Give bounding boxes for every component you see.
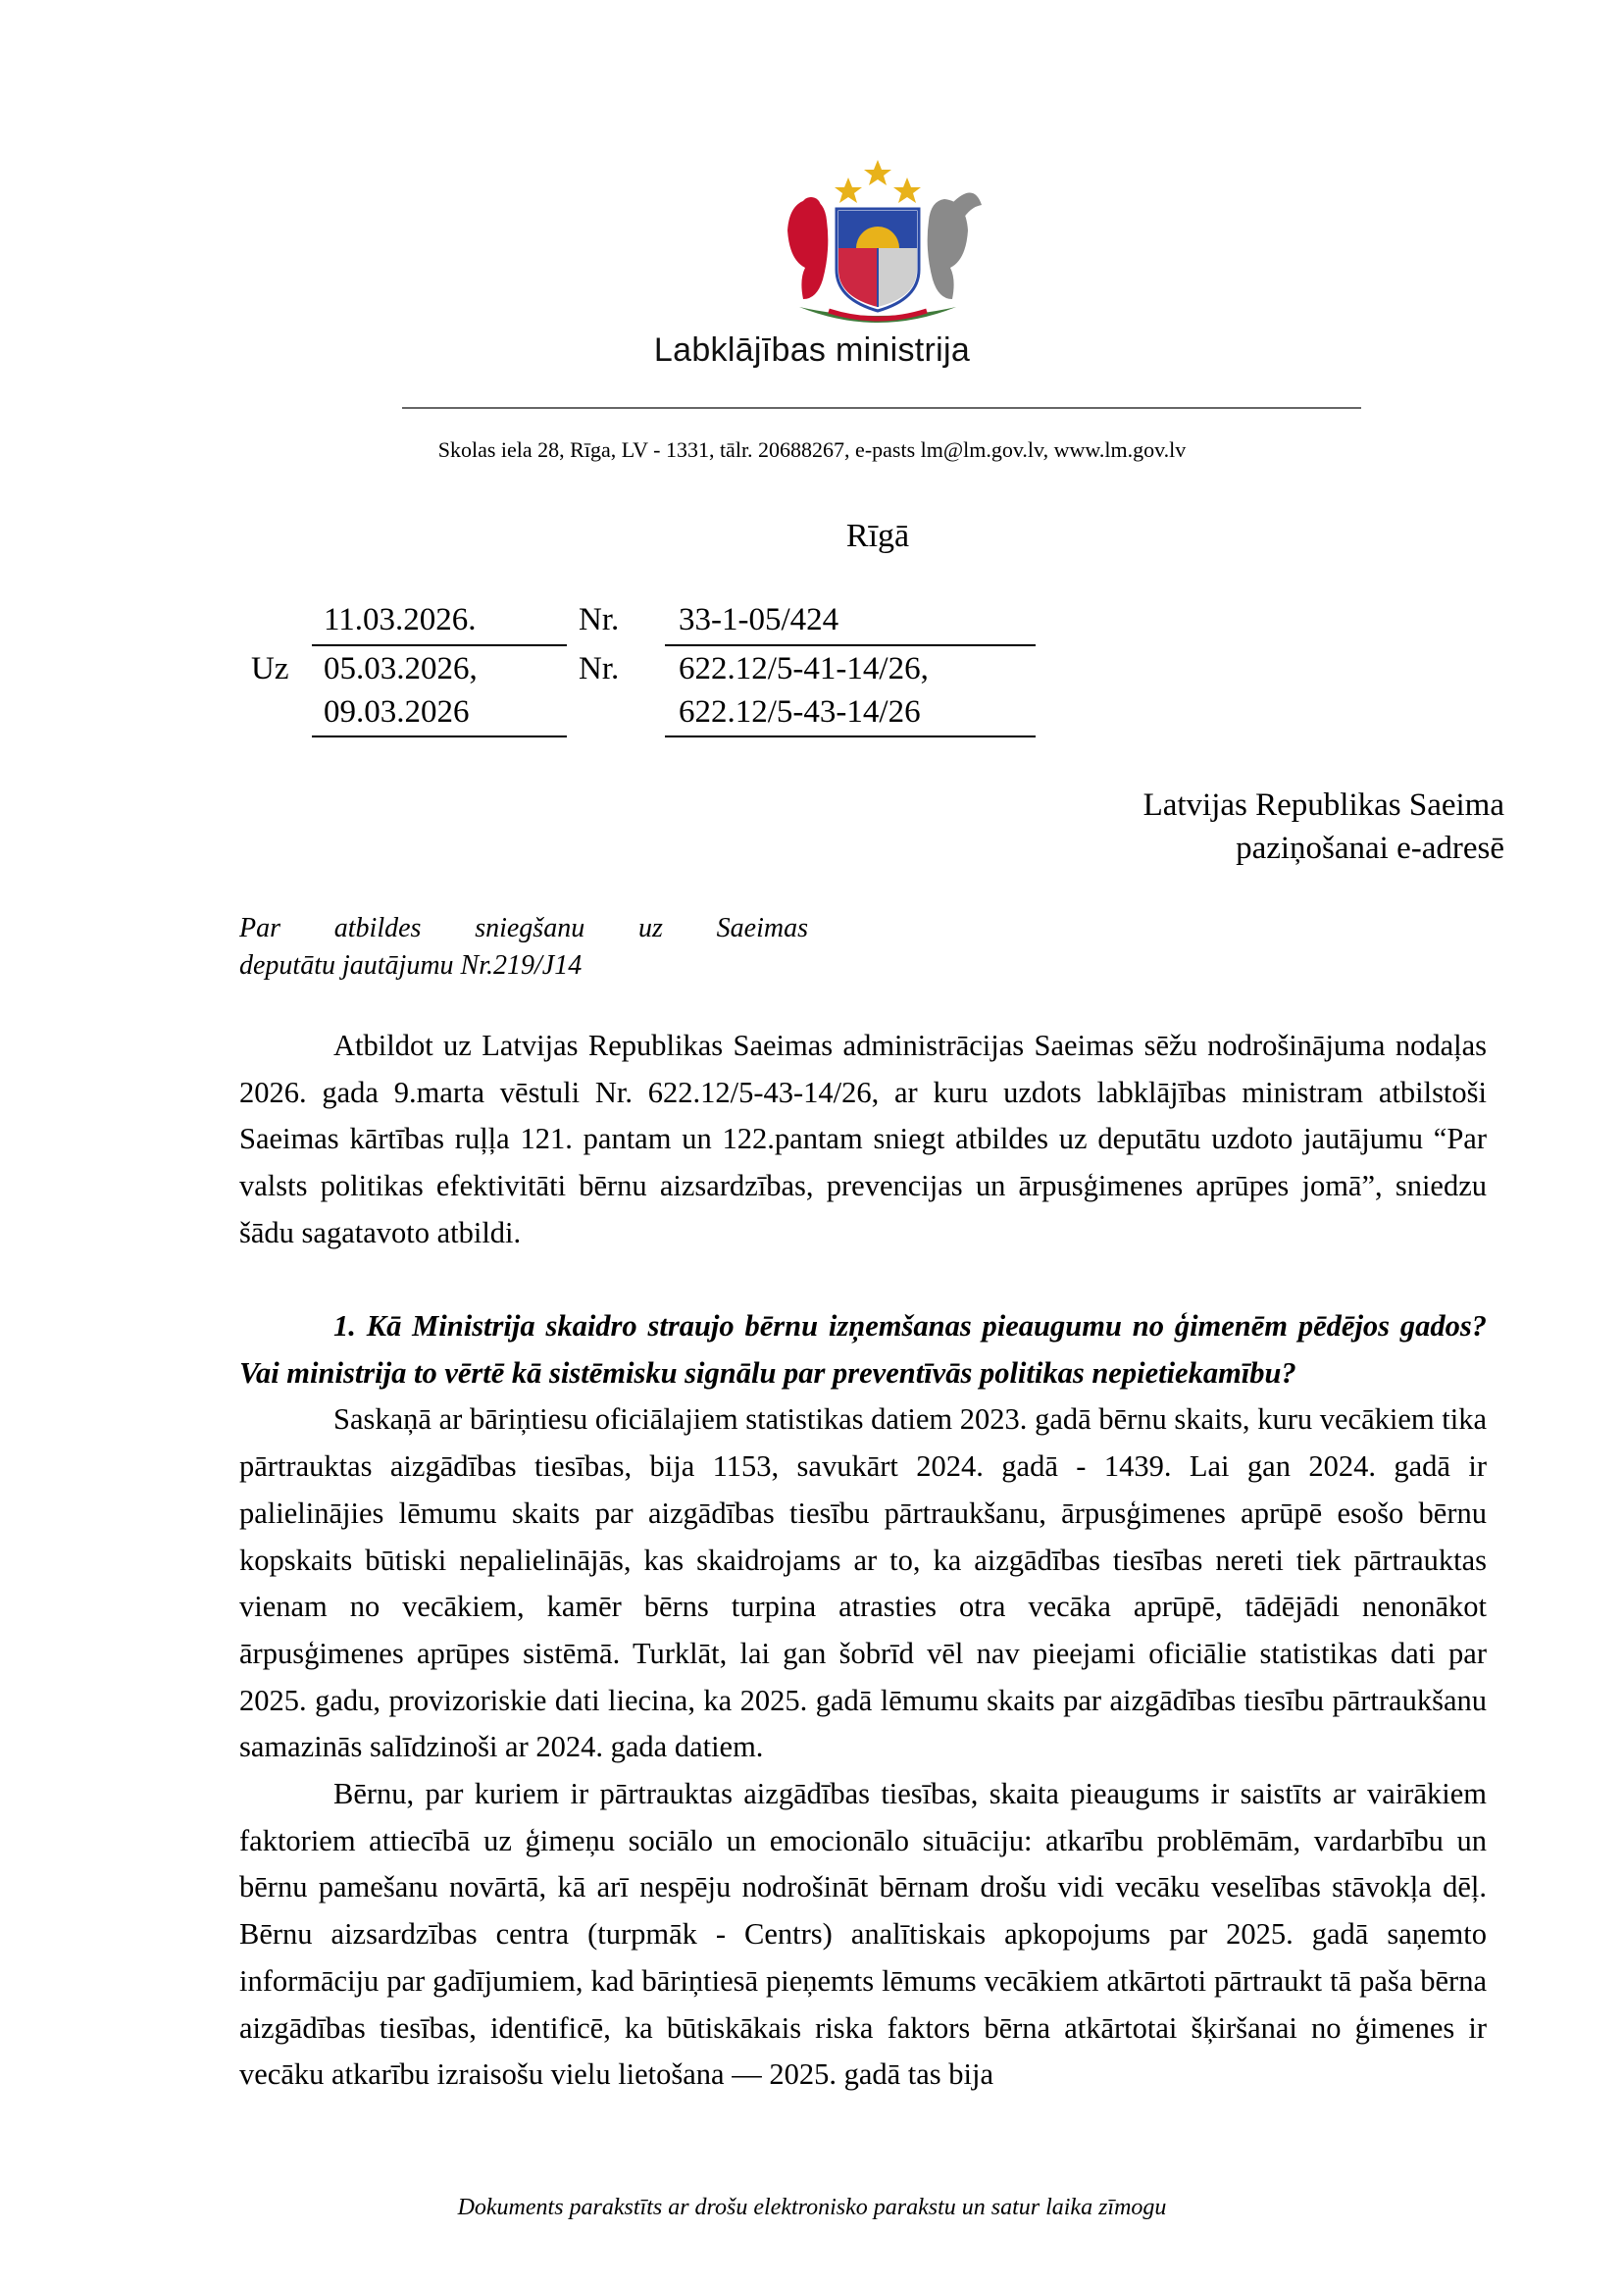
recipient-block <box>1143 784 1504 870</box>
subject-word: Saeimas <box>716 913 808 943</box>
subject-word: uz <box>637 913 663 943</box>
reply-date-underline <box>312 736 567 737</box>
reply-number-1: 622.12/5-41-14/26, <box>679 651 929 686</box>
reference-date-underline <box>312 644 567 646</box>
shield-icon <box>837 209 919 311</box>
subject-word: sniegšanu <box>475 913 585 943</box>
subject-line-2: deputātu jautājumu Nr.219/J14 <box>239 950 583 981</box>
question-1: 1. Kā Ministrija skaidro straujo bērnu izņemšanas pieaugumu no ģimenēm pēdējos gados? Vai ministrija to vērtē kā sistēmisku signālu par preventīvās politikas nepietiekamību? <box>239 1309 1487 1390</box>
ministry-name: Labklājības ministrija <box>653 331 971 369</box>
reference-nr-label: Nr. <box>579 602 620 637</box>
ministry-address: Skolas iela 28, Rīga, LV - 1331, tālr. 20688267, e-pasts lm@lm.gov.lv, www.lm.gov.lv <box>437 437 1187 462</box>
reference-date: 11.03.2026. <box>324 602 477 637</box>
answer-paragraph-2: Bērnu, par kuriem ir pārtrauktas aizgādības tiesības, skaita pieaugums ir saistīts ar vairākiem faktoriem attiecībā uz ģimeņu sociālo un emocionālo situāciju: atkarību problēmām, vardarbību un bērnu pamešanu novārtā, kā arī nespēju nodrošināt bērnam drošu vidi vecāku veselības stāvokļa dēļ. Bērnu aizsardzības centra (turpmāk - Centrs) analītiskais apkopojums par 2025. gadā saņemto informāciju par gadījumiem, kad bāriņtiesā pieņemts lēmums vecākiem atkārtoti pārtraukt tā paša bērna aizgādības tiesības, identificē, ka būtiskākais riska faktors bērna atkārtotai šķiršanai no ģimenes ir vecāku atkarību izraisošu vielu lietošana — 2025. gadā tas bija <box>239 1777 1487 2092</box>
reference-number-underline <box>665 644 1036 646</box>
reference-number: 33-1-05/424 <box>679 602 839 637</box>
stars-icon <box>835 160 921 203</box>
answer-section <box>239 1303 1487 2099</box>
reply-date-2: 09.03.2026 <box>324 694 470 730</box>
answer-paragraph-1: Saskaņā ar bāriņtiesu oficiālajiem statistikas datiem 2023. gadā bērnu skaits, kuru vecākiem tika pārtrauktas aizgādības tiesības, bija 1153, savukārt 2024. gadā - 1439. Lai gan 2024. gadā ir palielinājies lēmumu skaits par aizgādības tiesību pārtraukšanu, ārpusģimenes aprūpē esošo bērnu kopskaits būtiski nepalielinājās, kas skaidrojams ar to, ka aizgādības tiesības nereti tiek pārtrauktas vienam no vecākiem, kamēr bērns turpina atrasties otra vecāka aprūpē, tādējādi nenonākot ārpusģimenes aprūpes sistēmā. Turklāt, lai gan šobrīd vēl nav pieejami oficiālie statistikas dati par 2025. gadu, provizoriskie dati liecina, ka 2025. gadā lēmumu skaits par aizgādības tiesību pārtraukšanu samazinās salīdzinoši ar 2024. gada datiem. <box>239 1402 1487 1764</box>
header-divider <box>402 407 1361 409</box>
reply-number-2: 622.12/5-43-14/26 <box>679 694 921 730</box>
reply-date-1: 05.03.2026, <box>324 651 478 686</box>
recipient-name: Latvijas Republikas Saeima <box>1142 787 1504 823</box>
recipient-delivery: paziņošanai e-adresē <box>1236 831 1504 866</box>
letter-subject <box>239 910 808 985</box>
reply-to-label: Uz <box>251 651 289 686</box>
reply-number-underline <box>665 736 1036 737</box>
reply-nr-label: Nr. <box>579 651 620 686</box>
griffin-icon <box>928 192 982 299</box>
lion-icon <box>787 197 828 299</box>
subject-word: Par <box>239 913 280 943</box>
letter-body <box>239 1023 1487 1257</box>
place-of-issue: Rīgā <box>845 518 910 554</box>
coat-of-arms-logo <box>760 152 995 329</box>
intro-paragraph: Atbildot uz Latvijas Republikas Saeimas administrācijas Saeimas sēžu nodrošinājuma nodaļas 2026. gada 9.marta vēstuli Nr. 622.12/5-43-14/26, ar kuru uzdots labklājības ministram atbilstoši Saeimas kārtības ruļļa 121. pantam un 122.pantam sniegt atbildes uz deputātu uzdoto jautājumu “Par valsts politikas efektivitāti bērnu aizsardzības, prevencijas un ārpusģimenes aprūpes jomā”, sniedzu šādu sagatavoto atbildi. <box>239 1029 1487 1249</box>
subject-word: atbildes <box>333 913 422 943</box>
signature-notice: Dokuments parakstīts ar drošu elektronisko parakstu un satur laika zīmogu <box>457 2195 1167 2220</box>
